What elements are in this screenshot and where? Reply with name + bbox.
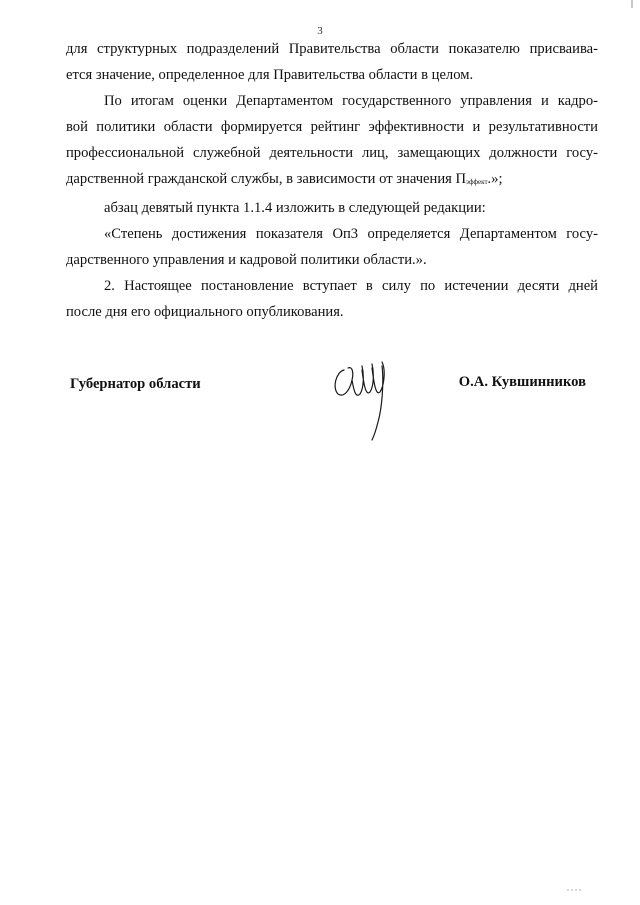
- text-line: «Степень достижения показателя Оп3 определяется Департаментом госу-: [104, 226, 598, 242]
- text-line: абзац девятый пункта 1.1.4 изложить в следующей редакции:: [104, 200, 486, 216]
- paragraph-1: [66, 36, 598, 88]
- text-line: [66, 166, 598, 195]
- paragraph-2: [66, 88, 598, 195]
- signatory-title: Губернатор области: [70, 376, 201, 392]
- text-line: вой политики области формируется рейтинг эффективности и результативности: [66, 119, 598, 135]
- text-line: профессиональной служебной деятельности лиц, замещающих должности госу-: [66, 145, 598, 161]
- text-line: По итогам оценки Департаментом государственного управления и кадро-: [104, 93, 598, 109]
- paragraph-5: [66, 273, 598, 325]
- text-line: дарственного управления и кадровой политики области.».: [66, 252, 427, 268]
- scan-artifact-top: [628, 0, 636, 10]
- text-line: ется значение, определенное для Правительства области в целом.: [66, 67, 474, 83]
- text-line: для структурных подразделений Правительства области показателю присваива-: [66, 41, 598, 57]
- signature-block: [66, 372, 598, 452]
- handwritten-signature: [330, 360, 400, 444]
- text-fragment: дарственной гражданской службы, в зависимости от значения П: [66, 171, 467, 187]
- subscript: эффект: [466, 178, 488, 186]
- paragraph-4: [66, 221, 598, 273]
- document-body: [66, 36, 598, 325]
- paragraph-3: [66, 195, 598, 221]
- page-number: 3: [317, 25, 323, 37]
- text-line: после дня его официального опубликования.: [66, 304, 344, 320]
- text-fragment: .»;: [487, 171, 503, 187]
- text-line: 2. Настоящее постановление вступает в силу по истечении десяти дней: [104, 278, 598, 294]
- scan-artifact-bottom: [566, 887, 582, 893]
- signatory-name: О.А. Кувшинников: [458, 374, 586, 390]
